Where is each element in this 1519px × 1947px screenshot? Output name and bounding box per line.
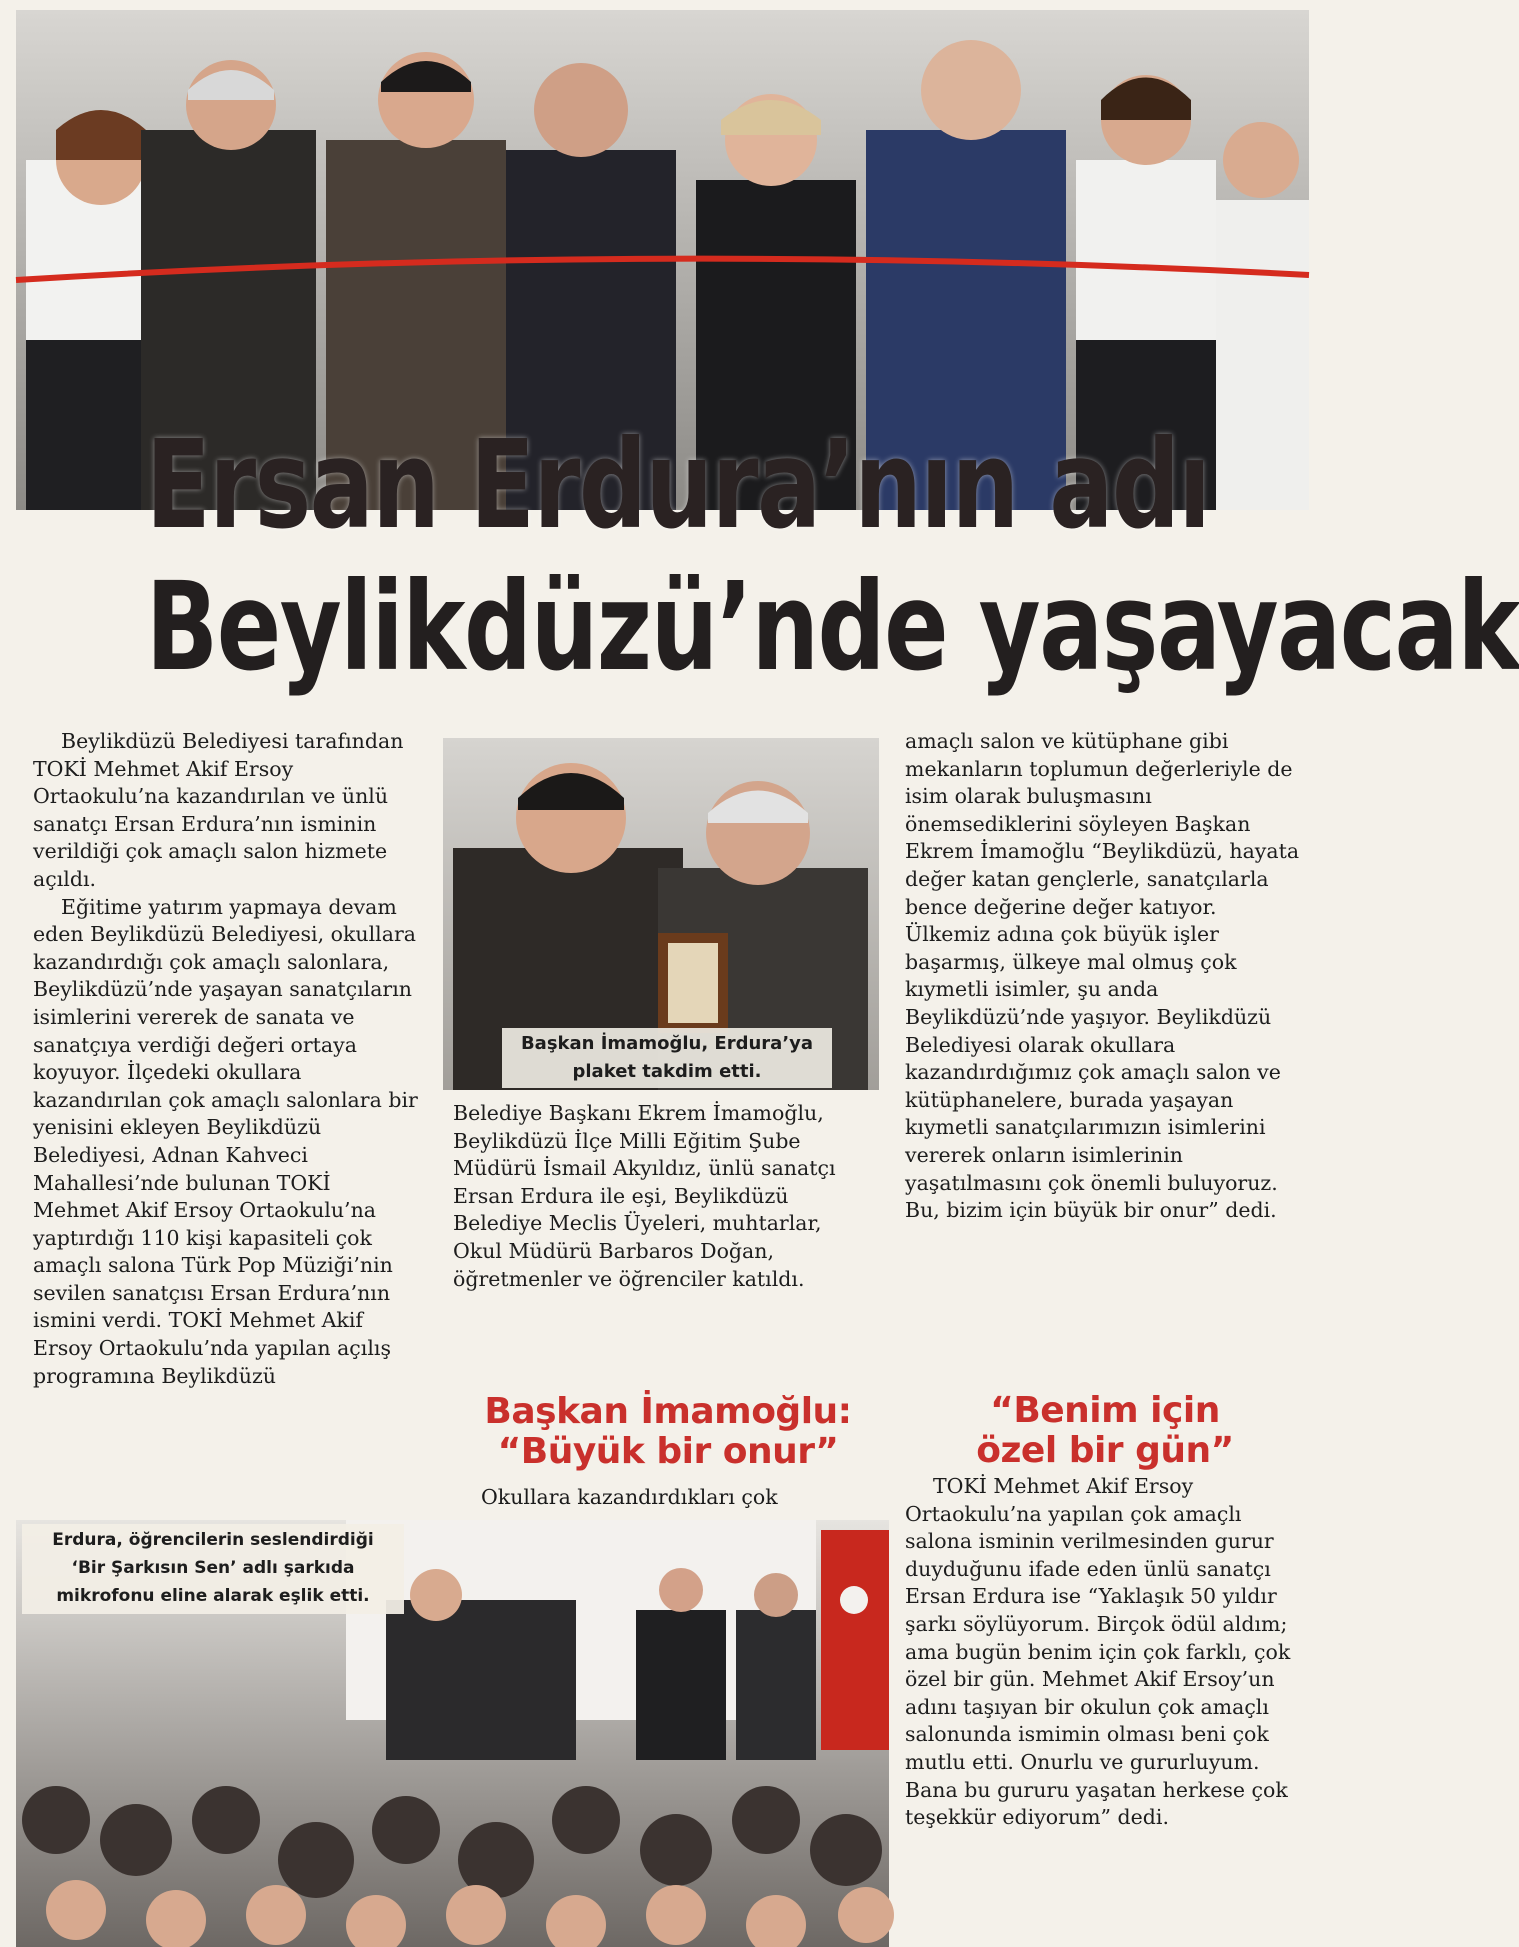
subheading-line: özel bir gün” <box>976 1430 1234 1471</box>
article-paragraph: Belediye Başkanı Ekrem İmamoğlu, Beylikdüzü İlçe Milli Eğitim Şube Müdürü İsmail Akyıldız, ünlü sanatçı Ersan Erdura ile eşi, Beylikdüzü Belediye Meclis Üyeleri, muhtarlar, Okul Müdürü Barbaros Doğan, öğretmenler ve öğrenciler katıldı. <box>453 1101 836 1291</box>
article-column-right <box>905 728 1305 1225</box>
caption-line: plaket takdim etti. <box>572 1061 762 1082</box>
article-paragraph: TOKİ Mehmet Akif Ersoy Ortaokulu’na yapılan çok amaçlı salona isminin verilmesinden gurur duyduğunu ifade eden ünlü sanatçı Ersan Erdura ise “Yaklaşık 50 yıldır şarkı söylüyorum. Birçok ödül aldım; ama bugün benim için çok farklı, çok özel bir gün. Mehmet Akif Ersoy’un adını taşıyan bir okulun çok amaçlı salonunda ismimin olması beni çok mutlu etti. Onurlu ve gururluyum. Bana bu gururu yaşatan herkese çok teşekkür ediyorum” dedi. <box>905 1474 1291 1830</box>
article-paragraph-middle-tail: Okullara kazandırdıkları çok <box>481 1485 778 1509</box>
subheading-middle <box>448 1392 888 1472</box>
middle-photo-caption <box>502 1028 832 1088</box>
subheading-line: Başkan İmamoğlu: <box>484 1391 852 1432</box>
article-column-right-lower <box>905 1473 1305 1832</box>
article-paragraph: Eğitime yatırım yapmaya devam eden Beylikdüzü Belediyesi, okullara kazandırdığı çok amaçlı salonlara, Beylikdüzü’nde yaşayan sanatçıların isimlerini vererek de sanata ve sanatçıya verdiği değeri ortaya koyuyor. İlçedeki okullara kazandırılan çok amaçlı salonlara bir yenisini ekleyen Beylikdüzü Belediyesi, Adnan Kahveci Mahallesi’nde bulunan TOKİ Mehmet Akif Ersoy Ortaokulu’na yaptırdığı 110 kişi kapasiteli çok amaçlı salona Türk Pop Müziği’nin sevilen sanatçısı Ersan Erdura’nın ismini verdi. TOKİ Mehmet Akif Ersoy Ortaokulu’nda yapılan açılış programına Beylikdüzü <box>33 894 418 1388</box>
article-paragraph: Beylikdüzü Belediyesi tarafından TOKİ Mehmet Akif Ersoy Ortaokulu’na kazandırılan ve ünlü sanatçı Ersan Erdura’nın isminin verildiği çok amaçlı salon hizmete açıldı. <box>33 729 404 891</box>
subheading-right <box>905 1391 1305 1471</box>
caption-line: mikrofonu eline alarak eşlik etti. <box>56 1586 370 1606</box>
caption-line: ‘Bir Şarkısın Sen’ adlı şarkıda <box>71 1558 355 1578</box>
subheading-line: “Benim için <box>990 1390 1220 1431</box>
article-paragraph: amaçlı salon ve kütüphane gibi mekanların toplumun değerleriyle de isim olarak buluşmasını önemsediklerini söyleyen Başkan Ekrem İmamoğlu “Beylikdüzü, hayata değer katan gençlerle, sanatçılarla bence değerine değer katıyor. Ülkemiz adına çok büyük işler başarmış, ülkeye mal olmuş çok kıymetli isimler, şu anda Beylikdüzü’nde yaşıyor. Beylikdüzü Belediyesi olarak okullara kazandırdığımız çok amaçlı salon ve kütüphanelere, burada yaşayan kıymetli sanatçılarımızın isimlerini vererek onların isimlerinin yaşatılmasını çok önemli buluyoruz. Bu, bizim için büyük bir onur” dedi. <box>905 729 1300 1223</box>
caption-line: Başkan İmamoğlu, Erdura’ya <box>520 1033 814 1054</box>
caption-line: Erdura, öğrencilerin seslendirdiği <box>52 1530 374 1550</box>
bottom-photo-caption <box>22 1524 404 1614</box>
headline-line-1: Ersan Erdura’nın adı <box>145 414 1210 556</box>
headline-line-2: Beylikdüzü’nde yaşayacak <box>145 556 1519 698</box>
article-column-middle <box>453 1100 853 1293</box>
article-column-left <box>33 728 423 1390</box>
subheading-line: “Büyük bir onur” <box>497 1431 839 1472</box>
